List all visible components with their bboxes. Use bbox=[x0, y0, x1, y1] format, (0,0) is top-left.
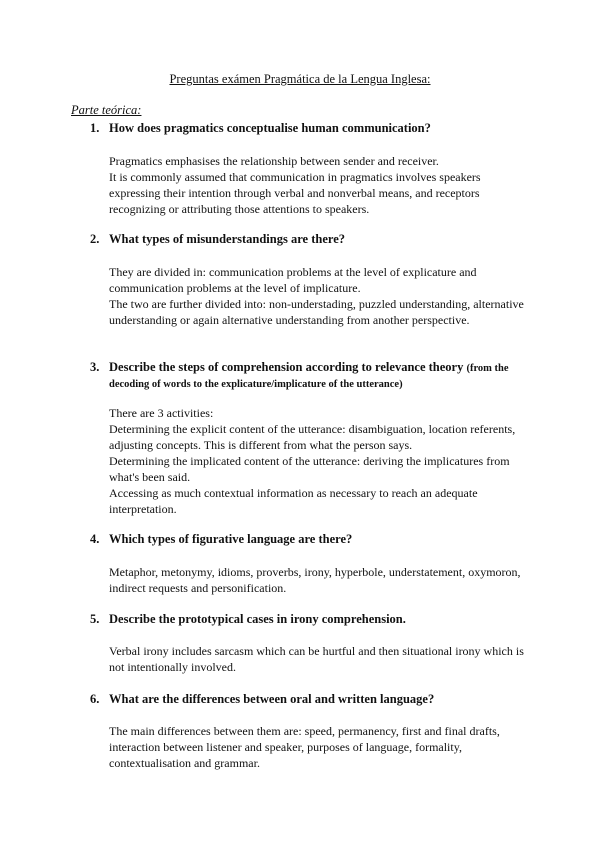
question-text: How does pragmatics conceptualise human communication? bbox=[109, 121, 431, 135]
answer-paragraph: Accessing as much contextual information as necessary to reach an adequate interpretation. bbox=[109, 486, 478, 516]
answer-5 bbox=[109, 643, 529, 675]
answer-paragraph: They are divided in: communication problems at the level of explicature and communication problems at the level of implicature. bbox=[109, 265, 477, 295]
section-label: Parte teórica: bbox=[71, 103, 142, 117]
page-title: Preguntas exámen Pragmática de la Lengua Inglesa: bbox=[169, 72, 431, 86]
question-text bbox=[109, 360, 530, 392]
answer-paragraph: Verbal irony includes sarcasm which can be hurtful and then situational irony which is not intentionally involved. bbox=[109, 644, 524, 674]
answer-paragraph: Determining the implicated content of the utterance: deriving the implicatures from what's been said. bbox=[109, 454, 510, 484]
question-number: 2. bbox=[90, 232, 100, 246]
answer-paragraph: The main differences between them are: speed, permanency, first and final drafts, interaction between listener and speaker, purposes of language, formality, contextualisation and grammar. bbox=[109, 724, 500, 770]
answer-6 bbox=[109, 723, 529, 771]
question-number: 3. bbox=[90, 360, 100, 374]
question-6 bbox=[90, 692, 530, 707]
question-2 bbox=[90, 232, 530, 247]
question-text: Describe the prototypical cases in irony comprehension. bbox=[109, 612, 406, 626]
question-number: 1. bbox=[90, 121, 100, 135]
answer-paragraph: Pragmatics emphasises the relationship between sender and receiver. bbox=[109, 154, 439, 168]
question-4 bbox=[90, 532, 530, 547]
answer-paragraph: Determining the explicit content of the utterance: disambiguation, location referents, adjusting concepts. This is different from what the person says. bbox=[109, 422, 516, 452]
question-number: 4. bbox=[90, 532, 100, 546]
answer-paragraph: The two are further divided into: non-understading, puzzled understanding, alternative understanding or again alternative understanding from another perspective. bbox=[109, 297, 524, 327]
question-main: Describe the steps of comprehension according to relevance theory bbox=[109, 360, 464, 374]
answer-2 bbox=[109, 264, 529, 328]
question-5 bbox=[90, 612, 530, 627]
question-3 bbox=[90, 360, 530, 392]
question-text: Which types of figurative language are there? bbox=[109, 532, 353, 546]
question-number: 5. bbox=[90, 612, 100, 626]
answer-paragraph: Metaphor, metonymy, idioms, proverbs, irony, hyperbole, understatement, oxymoron, indirect requests and personification. bbox=[109, 565, 521, 595]
question-number: 6. bbox=[90, 692, 100, 706]
question-text: What are the differences between oral and written language? bbox=[109, 692, 435, 706]
question-1 bbox=[90, 121, 530, 136]
answer-3 bbox=[109, 405, 529, 517]
question-text: What types of misunderstandings are there? bbox=[109, 232, 346, 246]
answer-paragraph: It is commonly assumed that communication in pragmatics involves speakers expressing their intention through verbal and nonverbal means, and receptors recognizing or attributing those attentions to speakers. bbox=[109, 170, 481, 216]
answer-4 bbox=[109, 564, 529, 596]
question-extra: (from the decoding of words to the explicature/implicature of the utterance) bbox=[109, 363, 509, 390]
answer-paragraph: There are 3 activities: bbox=[109, 406, 214, 420]
answer-1 bbox=[109, 153, 529, 217]
